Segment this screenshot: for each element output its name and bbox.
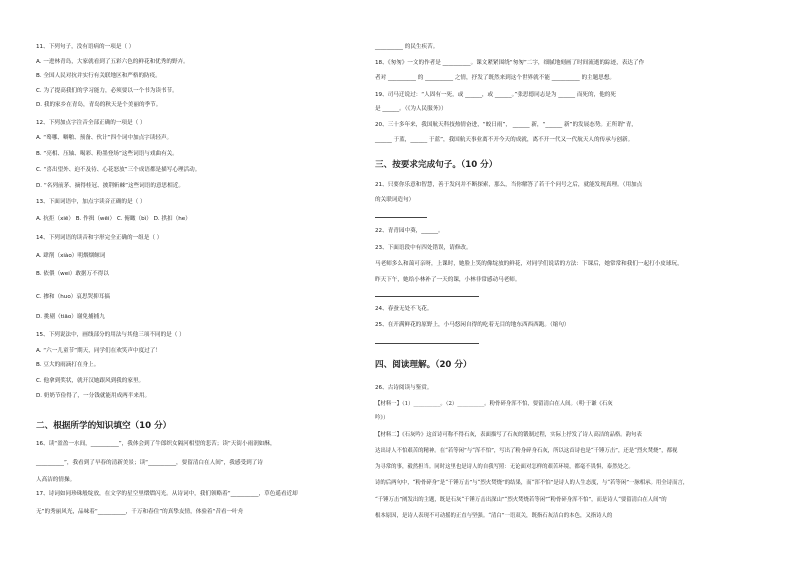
q15-option-a: A. “六一儿童节”期天，同学们在欢笑声中度过了！ [36,348,161,354]
material-1-line-2: 吟》） [375,415,389,421]
q13-stem: 13、下面词语中，加点字读音正确的是（ ） [36,199,146,205]
q17-continuation: __________ 的民生疾苦。 [375,44,439,50]
q17-line-2: 无”的秀丽风光，品味着“__________，千万和春住”的真挚友情，体验着“昔看一叶舟 [36,509,244,515]
q25-text: 25、在开满鲜花的原野上，小马悠闲自得的吃着无目的地东西西西跑。（缩句） [375,322,570,328]
q14-option-a: A. 肆削（xiào）明烟烟鲸词 [36,253,106,259]
section-2-title: 二、根据所学的知识填空（10 分） [36,421,172,431]
q11-stem: 11、下列句子，没有语病的一项是（ ） [36,44,135,50]
q18-line-2: 者对 __________ 的 __________ 之情，抒发了既然来到这个世界就不能 __________ 的主题思想。 [375,75,616,81]
q23-answer-line [375,296,479,297]
q16-line-1: 16、读“盈盈一水间，__________”，我体会到了牛郎织女隔河相望的悲苦；读“天街小雨润如酥， [36,441,276,447]
q26-stem: 26、古诗阅读与鉴赏。 [375,385,433,391]
q20-line-1: 20、三十多年来，我国航天科技热情奋进，“蛟日雨”， ______ 新，“______ 新”的发展态势。正所谓“青， [375,122,637,128]
q25-answer-line [375,343,479,344]
material-1-line-1: 【材料一】（1）__________。（2）__________。粉骨碎身浑不怕，要留清白在人间。（明·于谦《石灰 [375,401,613,407]
q11-option-c: C. 为了提高我们的学习能力，必须要以一个书为读书节。 [36,88,178,94]
q21-line-1: 21、只要你乐意和智慧，善于发问并不断探索，那么，当你解答了若干个问号之后，就能发现真理。（用加点 [375,182,643,188]
material-2-line-1: 【材料二】《石灰吟》这首诗可称不得石灰，表面描写了石灰的锻制过程，实际上抒发了诗人高洁的品格。韵句表 [375,432,642,438]
section-3-title: 三、按要求完成句子。（10 分） [375,160,498,170]
q14-option-c: C. 掺和（huo）哀思哭抑耳搞 [36,294,110,300]
section-4-title: 四、阅读理解。（20 分） [375,360,472,370]
q12-stem: 12、下列加点字注音全部正确的一项是（ ） [36,120,146,126]
q16-line-2: __________”，我看到了早春的清新美景；读“__________，要留清白在人间”，我感受到了诗 [36,460,263,466]
q12-option-a: A. “蓦哪、噼啪、预备、伙计”四个词中加点字读轻声。 [36,135,173,141]
q11-option-a: A. 一进林青岛，大家就看到了五彩六色的鲜花和优秀的野卉。 [36,59,189,65]
material-2-line-2: 达出诗人不怕艰苦的精神。在“若等闲”与“浑不怕”，写出了粉身碎身石灰，所以这首诗也是“千锤万击”，还是“烈火焚烧”，都视 [375,448,678,454]
q22-text: 22、青青园中葵，______。 [375,228,444,234]
material-2-line-4: 诗的后两句中，“粉骨碎身”是“千锤万击”与“烈火焚烧”的结果，而“浑不怕”是诗人的人生态度，与“若等闲”一脉相承。用全诗而言， [375,480,689,486]
q23-stem: 23、下面语段中有四处错误，请修改。 [375,245,472,251]
q15-option-d: D. 奶奶节俭得了，一分钱就能用成两半来用。 [36,393,151,399]
q23-passage-2: 昨天下午，她给小林补了一天的课，小林非常感动马老师。 [375,277,521,283]
q15-option-c: C. 他拿到奖状，就开汉她跟风到我的家里。 [36,378,145,384]
q17-line-1: 17、诗词如同珍珠般绽放，在文学的星空里熠熠闪光。从诗词中，我们领略着“__________，草色遥看近却 [36,491,298,497]
q11-option-d: D. 我的家乡在青岛，青岛的秋天是个美丽的季节。 [36,102,162,108]
q14-stem: 14、下列词语的读音和字形完全正确的一组是（ ） [36,235,163,241]
q12-option-b: B. “亮相、压轴、喝彩、粉墨登场”这些词语与戏曲有关。 [36,151,178,157]
q14-option-d: D. 挑剔（tiāo）谢免捕捕九 [36,314,105,320]
material-2-line-3: 为寻常的事，毅然担当。同时这里也是诗人的自我写照：无论面对怎样的艰苦环境，都毫不畏惧，泰然处之。 [375,464,634,470]
q18-line-1: 18、《匆匆》一文的作者是 __________。课文紧紧围绕“匆匆”二字，细腻地刻画了时间流逝的踪迹，表达了作 [375,60,645,66]
q12-option-c: C. “喜出望外、迫不及待、心花怒放”三个成语都是描写心理活动。 [36,167,201,173]
q23-passage-1: 马老师多么和蔼可亲呀，上课时，她脸上笑的像绽放的鲜花，对同学们说话的方法：下课后，她常常和我们一起打小皮球玩， [375,261,683,267]
q21-line-2: 的关联词造句） [375,197,415,203]
material-2-line-6: 根本原因，是诗人表现不可动摇的正直与坚强。“清白”一语双关，既指石灰洁白的本色，又指诗人的 [375,513,613,519]
q20-line-2: ______ 于蓝，______ 于蓝”，我国航天事业离不开今天的成就，离不开一代又一代航天人的传承与创新。 [375,137,634,143]
q19-line-2: 是 ______。（《为人民服务》） [375,106,447,112]
q11-option-b: B. 全国人民对抗并实行有关联地区和严格的防疫。 [36,73,161,79]
q13-options: A. 抗拒（xiē） B. 作揖（wēi） C. 俯瞰（bì） D. 拱扣（he） [36,216,191,222]
q15-option-b: B. 豆大的雨滴打在身上。 [36,362,100,368]
q14-option-b: B. 依偎（wei）敢据万不得以 [36,271,109,277]
q12-option-d: D. “名列前茅、摘得桂冠、披荆斩棘”这些词语的意思相近。 [36,183,184,189]
q16-line-3: 人高洁的情操。 [36,477,76,483]
q24-text: 24、春蚕无处不飞花。 [375,306,433,312]
material-2-line-5: “千锤万击”阐发出的主题，既是石灰“千锤万击出深山”“烈火焚烧若等闲”“粉骨碎身浑不怕”，而是诗人“要留清白在人间”的 [375,497,667,503]
q15-stem: 15、下列说法中，画线部分的用法与其他三项不同的是（ ） [36,332,185,338]
q21-answer-line [375,217,427,218]
q19-line-1: 19、司马迁说过：“人固有一死，或 ______，或 ______。”张思德同志是为 ______ 而死的，他的死 [375,92,616,98]
